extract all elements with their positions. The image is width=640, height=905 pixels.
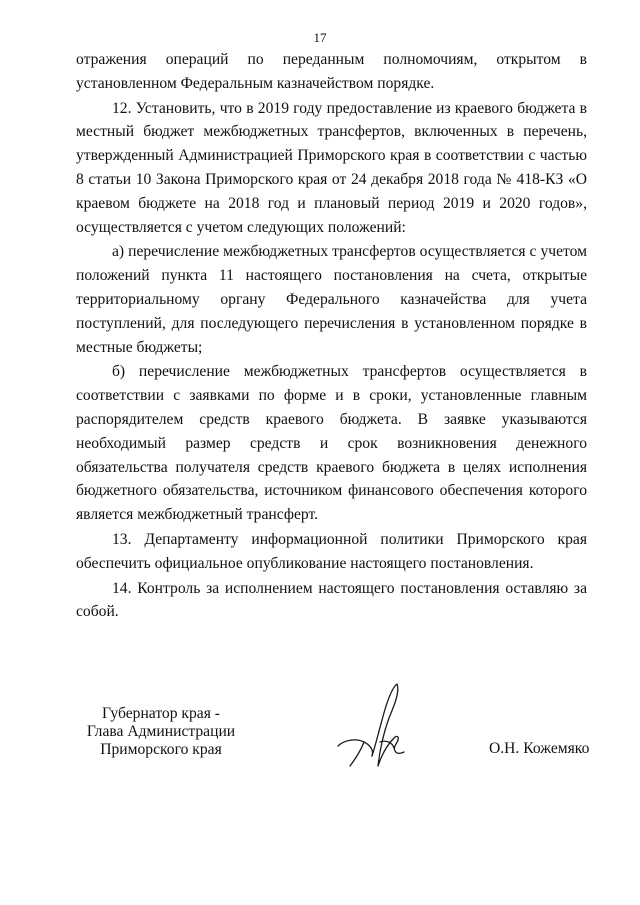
paragraph-14: 14. Контроль за исполнением настоящего постановления оставляю за собой. xyxy=(76,579,587,621)
paragraph-12b: б) перечисление межбюджетных трансфертов осуществляется в соответствии с заявками по форме и в сроки, установленные главным распорядителем средств краевого бюджета. В заявке указываются необходимый размер средств и срок возникновения денежного обязательства получателя средств краевого бюджета в целях исполнения бюджетного обязательства, источником финансового обеспечения которого является межбюджетный трансферт. xyxy=(76,363,587,524)
signatory-title-line: Губернатор края - xyxy=(102,705,220,722)
paragraph-12a: а) перечисление межбюджетных трансфертов осуществляется с учетом положений пункта 11 настоящего постановления на счета, открытые территориальному органу Федерального казначейства для учета поступлений, для последующего перечисления в установленном порядке в местные бюджеты; xyxy=(76,243,587,356)
paragraph-continuation: отражения операций по переданным полномочиям, открытом в установленном Федеральным казначейством порядке. xyxy=(76,51,587,92)
document-body xyxy=(76,48,587,624)
page-number: 17 xyxy=(313,30,327,45)
handwritten-signature xyxy=(334,680,410,772)
signatory-title-line: Приморского края xyxy=(100,741,222,758)
signatory-name: О.Н. Кожемяко xyxy=(489,740,590,757)
paragraph-12: 12. Установить, что в 2019 году предоставление из краевого бюджета в местный бюджет межбюджетных трансфертов, включенных в перечень, утвержденный Администрацией Приморского края в соответствии с частью 8 статьи 10 Закона Приморского края от 24 декабря 2018 года № 418-КЗ «О краевом бюджете на 2018 год и плановый период 2019 и 2020 годов», осуществляется с учетом следующих положений: xyxy=(76,99,587,236)
signatory-title xyxy=(76,705,246,759)
signatory-title-line: Глава Администрации xyxy=(86,723,236,740)
paragraph-13: 13. Департаменту информационной политики Приморского края обеспечить официальное опубликование настоящего постановления. xyxy=(76,530,587,572)
